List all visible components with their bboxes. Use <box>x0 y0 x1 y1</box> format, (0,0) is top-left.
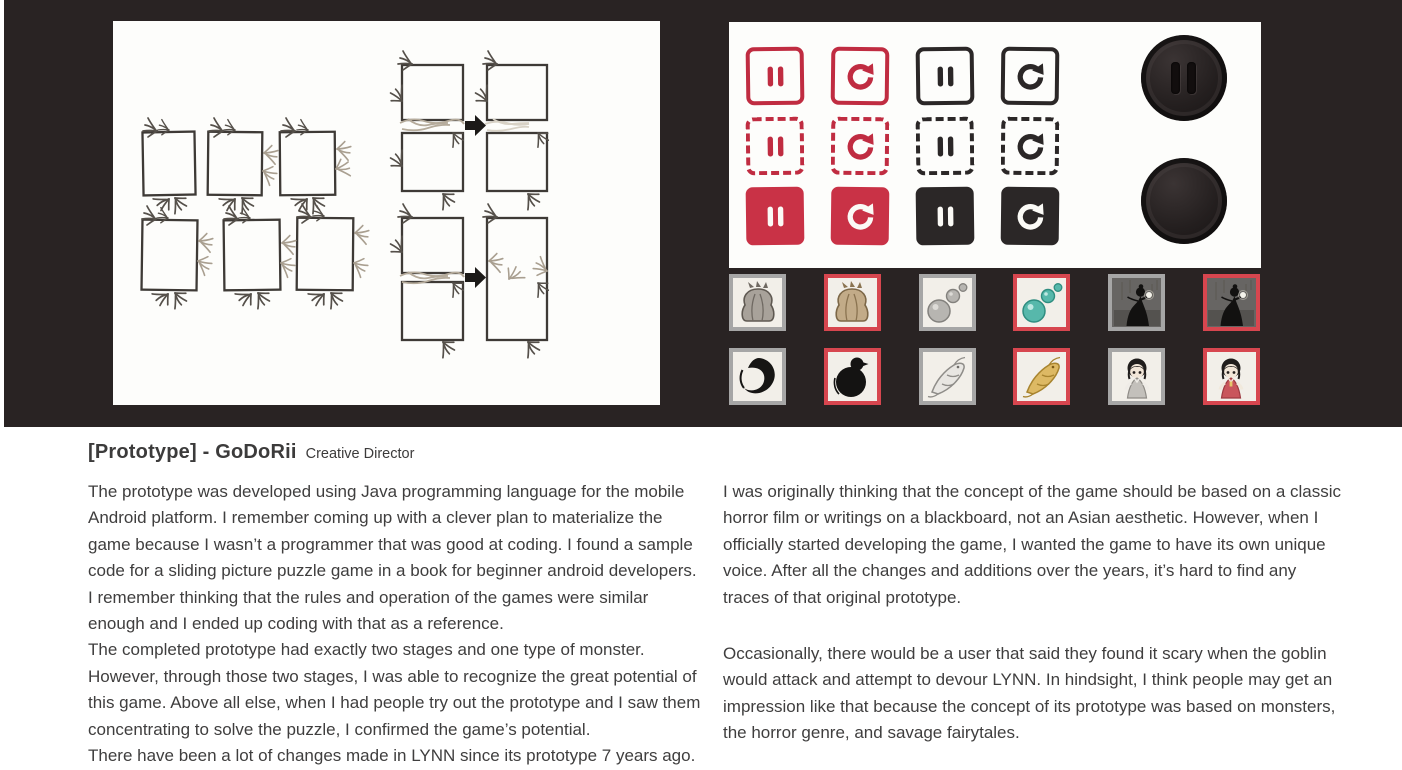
paragraph: The completed prototype had exactly two stages and one type of monster. However, through those two stages, I was able to recognize the great potential of this game. Above all else, when I had people try out the prototype and I saw them concentrating to solve the puzzle, I confirmed the game’s potential. <box>88 640 701 739</box>
article-left-column <box>88 479 706 769</box>
paragraph: There have been a lot of changes made in LYNN since its prototype 7 years ago. <box>88 746 696 766</box>
paragraph: Occasionally, there would be a user that said they found it scary when the goblin would attack and attempt to devour LYNN. In hindsight, I think people may get an impression like that because the concept of its prototype was based on monsters, the horror genre, and savage fairytales. <box>723 644 1336 743</box>
restart-stamp-outline-black <box>1001 47 1060 106</box>
restart-icon <box>843 59 877 93</box>
restart-icon <box>1013 59 1047 93</box>
pause-icon <box>928 129 961 162</box>
tile-goblin-color <box>824 274 881 331</box>
tile-fish-gray <box>919 348 976 405</box>
paragraph: The prototype was developed using Java programming language for the mobile Android platform. I remember coming up with a clever plan to materialize the game because I wasn’t a programmer that was good at coding. I found a sample code for a sliding picture puzzle game in a book for beginner android developers. I remember thinking that the rules and operation of the games were similar enough and I ended up coding with that as a reference. <box>88 482 697 634</box>
pause-stamp-dashed-black <box>916 117 975 176</box>
goblin-icon <box>735 280 781 326</box>
tile-ink-swirl <box>729 348 786 405</box>
pause-icon <box>758 129 791 162</box>
restart-icon <box>1013 129 1047 163</box>
tile-goldfish-color <box>1013 348 1070 405</box>
page-title: [Prototype] - GoDoRii <box>88 441 297 463</box>
buttons-panel <box>729 22 1261 268</box>
restart-stamp-filled-red <box>831 187 890 246</box>
pause-stamp-filled-black <box>916 187 975 246</box>
goblin-icon <box>829 280 875 326</box>
goldfish-icon <box>1019 354 1065 400</box>
restart-stamp-filled-black <box>1001 187 1060 246</box>
bamboo-tile-frame-sketches-image <box>113 21 660 405</box>
pause-icon <box>1171 62 1180 94</box>
sketch-panel <box>113 21 660 405</box>
tile-bubbles-color <box>1013 274 1070 331</box>
restart-stamp-dashed-red <box>831 117 890 176</box>
arrow-right-icon <box>465 267 486 288</box>
pause-icon <box>758 59 791 92</box>
coin-pause-button <box>1141 35 1227 121</box>
bubbles-icon <box>924 280 970 326</box>
pause-icon <box>1187 62 1196 94</box>
pause-stamp-outline-black <box>916 47 975 106</box>
restart-stamp-outline-red <box>831 47 890 106</box>
tile-row-1 <box>729 274 1260 331</box>
pause-icon <box>928 199 961 232</box>
page-subtitle: Creative Director <box>305 446 415 462</box>
paragraph: I was originally thinking that the concept of the game should be based on a classic horror film or writings on a blackboard, not an Asian aesthetic. However, when I officially started developing the game, I wanted the game to have its own unique voice. After all the changes and additions over the years, it’s hard to find any traces of that original prototype. <box>723 482 1342 607</box>
section-heading <box>88 441 414 464</box>
tile-row-2 <box>729 348 1260 405</box>
ink-swirl-icon <box>735 354 781 400</box>
tile-lady-silhouette-color <box>1203 274 1260 331</box>
restart-icon <box>843 129 877 163</box>
tile-goblin-gray <box>729 274 786 331</box>
arrow-right-icon <box>465 115 486 136</box>
pause-stamp-dashed-red <box>746 117 805 176</box>
lady-silhouette-icon <box>1114 280 1160 326</box>
pause-stamp-outline-red <box>746 47 805 106</box>
restart-stamp-dashed-black <box>1001 117 1060 176</box>
pause-stamp-filled-red <box>746 187 805 246</box>
restart-icon <box>843 199 877 233</box>
pause-icon <box>928 59 961 92</box>
stamp-grid <box>746 47 1059 245</box>
tile-girl-gray <box>1108 348 1165 405</box>
tile-ink-bird-moon <box>824 348 881 405</box>
fish-icon <box>924 354 970 400</box>
coin-blank-button <box>1141 158 1227 244</box>
pause-icon <box>758 199 791 232</box>
hero-band <box>4 0 1402 427</box>
tile-lady-silhouette-gray <box>1108 274 1165 331</box>
tile-girl-color <box>1203 348 1260 405</box>
tile-bubbles-gray <box>919 274 976 331</box>
girl-icon <box>1208 354 1254 400</box>
restart-icon <box>1013 199 1047 233</box>
article-right-column <box>723 479 1345 747</box>
girl-icon <box>1114 354 1160 400</box>
bubbles-icon <box>1019 280 1065 326</box>
ink-bird-moon-icon <box>829 354 875 400</box>
lady-silhouette-icon <box>1208 280 1254 326</box>
